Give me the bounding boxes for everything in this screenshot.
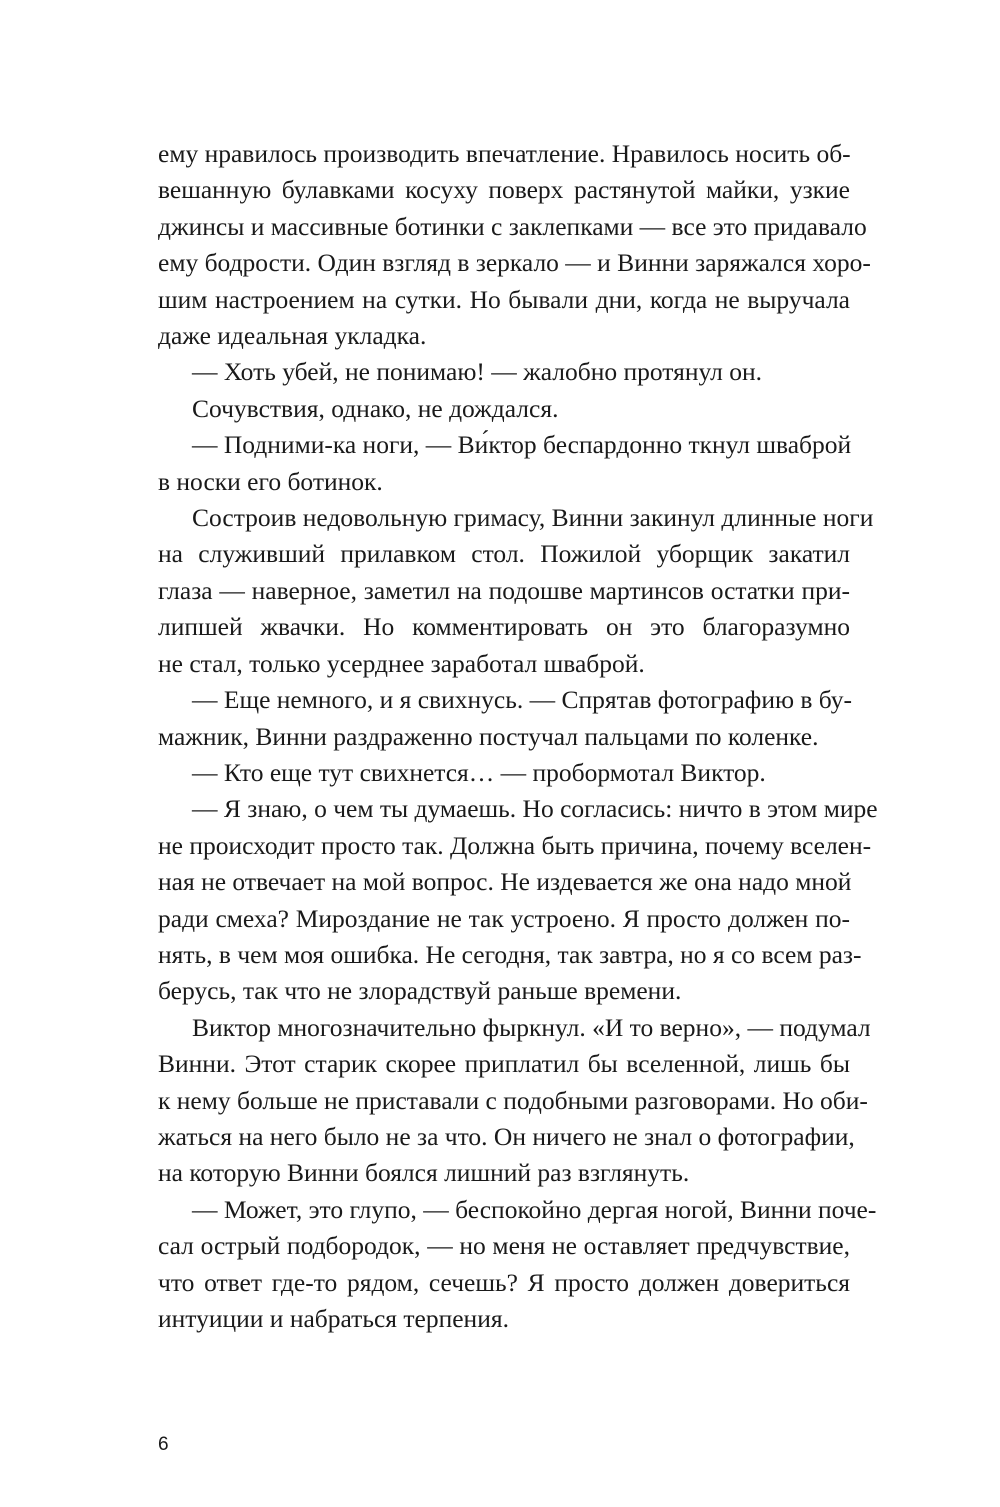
text-line: вешанную булавками косуху поверх растянутой майки, узкие bbox=[158, 175, 850, 205]
paragraph bbox=[158, 1010, 871, 1192]
text-line: мажник, Винни раздраженно постучал пальцами по коленке. bbox=[158, 721, 819, 751]
text-line: Виктор многозначительно фыркнул. «И то верно», — подумал bbox=[192, 1012, 871, 1042]
text-line: на которую Винни боялся лишний раз взглянуть. bbox=[158, 1158, 690, 1188]
text-line: нять, в чем моя ошибка. Не сегодня, так завтра, но я со всем раз- bbox=[158, 939, 862, 969]
text-line: — Хоть убей, не понимаю! — жалобно протянул он. bbox=[192, 357, 762, 387]
text-line: глаза — наверное, заметил на подошве мартинсов остатки при- bbox=[158, 575, 850, 605]
paragraph bbox=[158, 391, 850, 427]
text-line: — Я знаю, о чем ты думаешь. Но согласись: ничто в этом мире bbox=[192, 794, 878, 824]
text-line: что ответ где-то рядом, сечешь? Я просто должен довериться bbox=[158, 1267, 850, 1297]
text-line: жаться на него было не за что. Он ничего не знал о фотографии, bbox=[158, 1121, 855, 1151]
text-line: интуиции и набраться терпения. bbox=[158, 1304, 509, 1333]
paragraph bbox=[158, 427, 850, 500]
paragraph bbox=[158, 136, 871, 354]
text-line: не происходит просто так. Должна быть причина, почему вселен- bbox=[158, 830, 872, 860]
text-line: липшей жвачки. Но комментировать он это благоразумно bbox=[158, 612, 850, 642]
text-line: — Еще немного, и я свихнусь. — Спрятав фотографию в бу- bbox=[192, 685, 853, 715]
text-line: — Подними-ка ноги, — Ви́ктор беспардонно ткнул шваброй bbox=[192, 430, 852, 460]
text-line: ради смеха? Мироздание не так устроено. Я просто должен по- bbox=[158, 903, 850, 933]
paragraph bbox=[158, 354, 850, 390]
text-line: — Может, это глупо, — беспокойно дергая ногой, Винни поче- bbox=[192, 1194, 877, 1224]
paragraph bbox=[158, 791, 878, 1009]
text-line: Сочувствия, однако, не дождался. bbox=[192, 393, 559, 423]
body-text bbox=[158, 136, 878, 1337]
text-line: — Кто еще тут свихнется… — пробормотал Виктор. bbox=[192, 757, 766, 787]
paragraph bbox=[158, 500, 874, 682]
text-line: даже идеальная укладка. bbox=[158, 321, 427, 351]
paragraph bbox=[158, 1192, 877, 1338]
text-line: на служивший прилавком стол. Пожилой уборщик закатил bbox=[158, 539, 850, 569]
text-line: Винни. Этот старик скорее приплатил бы вселенной, лишь бы bbox=[158, 1049, 850, 1079]
page-number: 6 bbox=[158, 1434, 169, 1455]
text-line: берусь, так что не злорадствуй раньше времени. bbox=[158, 976, 682, 1006]
text-line: шим настроением на сутки. Но бывали дни, когда не выручала bbox=[158, 284, 850, 314]
text-line: Состроив недовольную гримасу, Винни закинул длинные ноги bbox=[192, 503, 874, 533]
text-line: ему бодрости. Один взгляд в зеркало — и Винни заряжался хоро- bbox=[158, 248, 871, 278]
text-line: сал острый подбородок, — но меня не оставляет предчувствие, bbox=[158, 1231, 850, 1261]
text-line: в носки его ботинок. bbox=[158, 466, 383, 496]
text-line: ная не отвечает на мой вопрос. Не издевается же она надо мной bbox=[158, 867, 852, 897]
text-line: к нему больше не приставали с подобными разговорами. Но оби- bbox=[158, 1085, 868, 1115]
paragraph bbox=[158, 682, 853, 755]
text-line: ему нравилось производить впечатление. Нравилось носить об- bbox=[158, 139, 851, 168]
text-line: не стал, только усерднее заработал шваброй. bbox=[158, 648, 645, 678]
text-line: джинсы и массивные ботинки с заклепками — все это придавало bbox=[158, 211, 867, 241]
paragraph bbox=[158, 755, 850, 791]
